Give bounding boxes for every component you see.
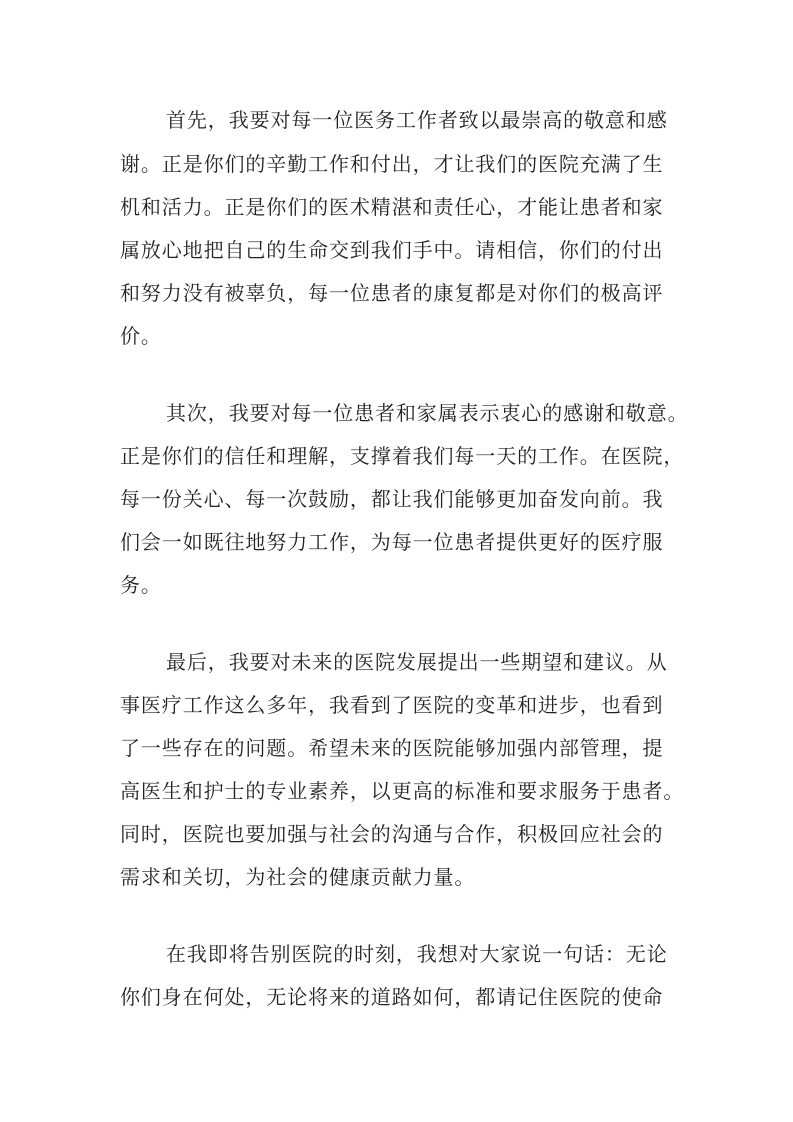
text-line: 们会一如既往地努力工作，为每一位患者提供更好的医疗服 bbox=[120, 530, 664, 554]
text-line: 其次，我要对每一位患者和家属表示衷心的感谢和敬意。 bbox=[166, 401, 689, 425]
text-line: 高医生和护士的专业素养，以更高的标准和要求服务于患者。 bbox=[120, 779, 685, 803]
text-line: 了一些存在的问题。希望未来的医院能够加强内部管理，提 bbox=[120, 736, 664, 760]
text-line: 和努力没有被辜负，每一位患者的康复都是对你们的极高评 bbox=[120, 281, 664, 305]
text-line: 你们身在何处，无论将来的道路如何，都请记住医院的使命 bbox=[120, 985, 664, 1009]
text-line: 事医疗工作这么多年，我看到了医院的变革和进步，也看到 bbox=[120, 693, 664, 717]
text-line: 谢。正是你们的辛勤工作和付出，才让我们的医院充满了生 bbox=[120, 152, 664, 176]
text-line: 机和活力。正是你们的医术精湛和责任心，才能让患者和家 bbox=[120, 195, 664, 219]
text-line: 最后，我要对未来的医院发展提出一些期望和建议。从 bbox=[166, 650, 668, 674]
text-line: 同时，医院也要加强与社会的沟通与合作，积极回应社会的 bbox=[120, 822, 664, 846]
text-line: 需求和关切，为社会的健康贡献力量。 bbox=[120, 865, 476, 889]
text-line: 正是你们的信任和理解，支撑着我们每一天的工作。在医院， bbox=[120, 444, 685, 468]
text-line: 属放心地把自己的生命交到我们手中。请相信，你们的付出 bbox=[120, 238, 664, 262]
text-line: 首先，我要对每一位医务工作者致以最崇高的敬意和感 bbox=[166, 108, 668, 132]
text-line: 每一份关心、每一次鼓励，都让我们能够更加奋发向前。我 bbox=[120, 487, 664, 511]
text-line: 在我即将告别医院的时刻，我想对大家说一句话：无论 bbox=[166, 942, 668, 966]
text-line: 价。 bbox=[120, 324, 162, 348]
text-line: 务。 bbox=[120, 573, 162, 597]
